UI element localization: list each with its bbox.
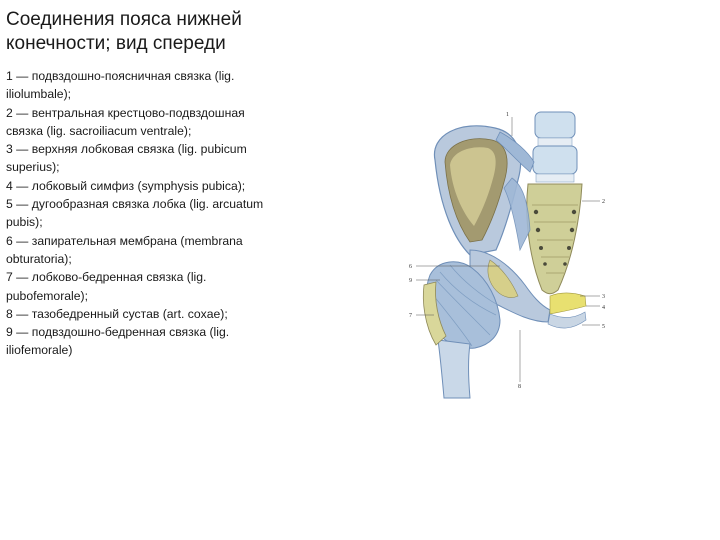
lumbar-vertebra (533, 146, 577, 174)
label-3: 3 (602, 294, 605, 300)
legend-item: 4 — лобковый симфиз (symphysis pubica); (6, 178, 246, 193)
femur-shaft (438, 340, 470, 398)
intervertebral-disc (538, 138, 572, 146)
sacrum (527, 184, 582, 294)
pelvis-illustration (400, 100, 620, 400)
label-1: 1 (506, 112, 509, 118)
legend-item: 9 — подвздошно-бедренная связка (lig. iliofemorale) (6, 325, 230, 358)
legend-item: 2 — вентральная крестцово-подвздошная связка (lig. sacroiliacum ventrale); (6, 105, 245, 138)
label-7: 7 (409, 313, 412, 319)
legend-item: 7 — лобково-бедренная связка (lig. pubofemorale); (6, 270, 207, 303)
legend-item: 5 — дугообразная связка лобка (lig. arcuatum pubis); (6, 197, 264, 230)
label-5: 5 (602, 324, 605, 330)
label-8: 8 (518, 384, 521, 390)
label-6: 6 (409, 264, 412, 270)
legend-item: 6 — запирательная мембрана (membrana obturatoria); (6, 233, 243, 266)
label-9: 9 (409, 278, 412, 284)
arcuate-ligament (548, 312, 586, 328)
label-4: 4 (602, 305, 605, 311)
legend-list (6, 67, 276, 360)
label-2: 2 (602, 199, 605, 205)
lumbar-vertebra (535, 112, 575, 138)
page-title: Соединения пояса нижней конечности; вид спереди (6, 9, 242, 54)
intervertebral-disc (536, 174, 574, 182)
pelvis-drawing (400, 100, 620, 400)
legend-item: 8 — тазобедренный сустав (art. coxae); (6, 306, 228, 321)
legend-item: 1 — подвздошно-поясничная связка (lig. iliolumbale); (6, 69, 235, 102)
legend-item: 3 — верхняя лобковая связка (lig. pubicum superius); (6, 142, 247, 175)
